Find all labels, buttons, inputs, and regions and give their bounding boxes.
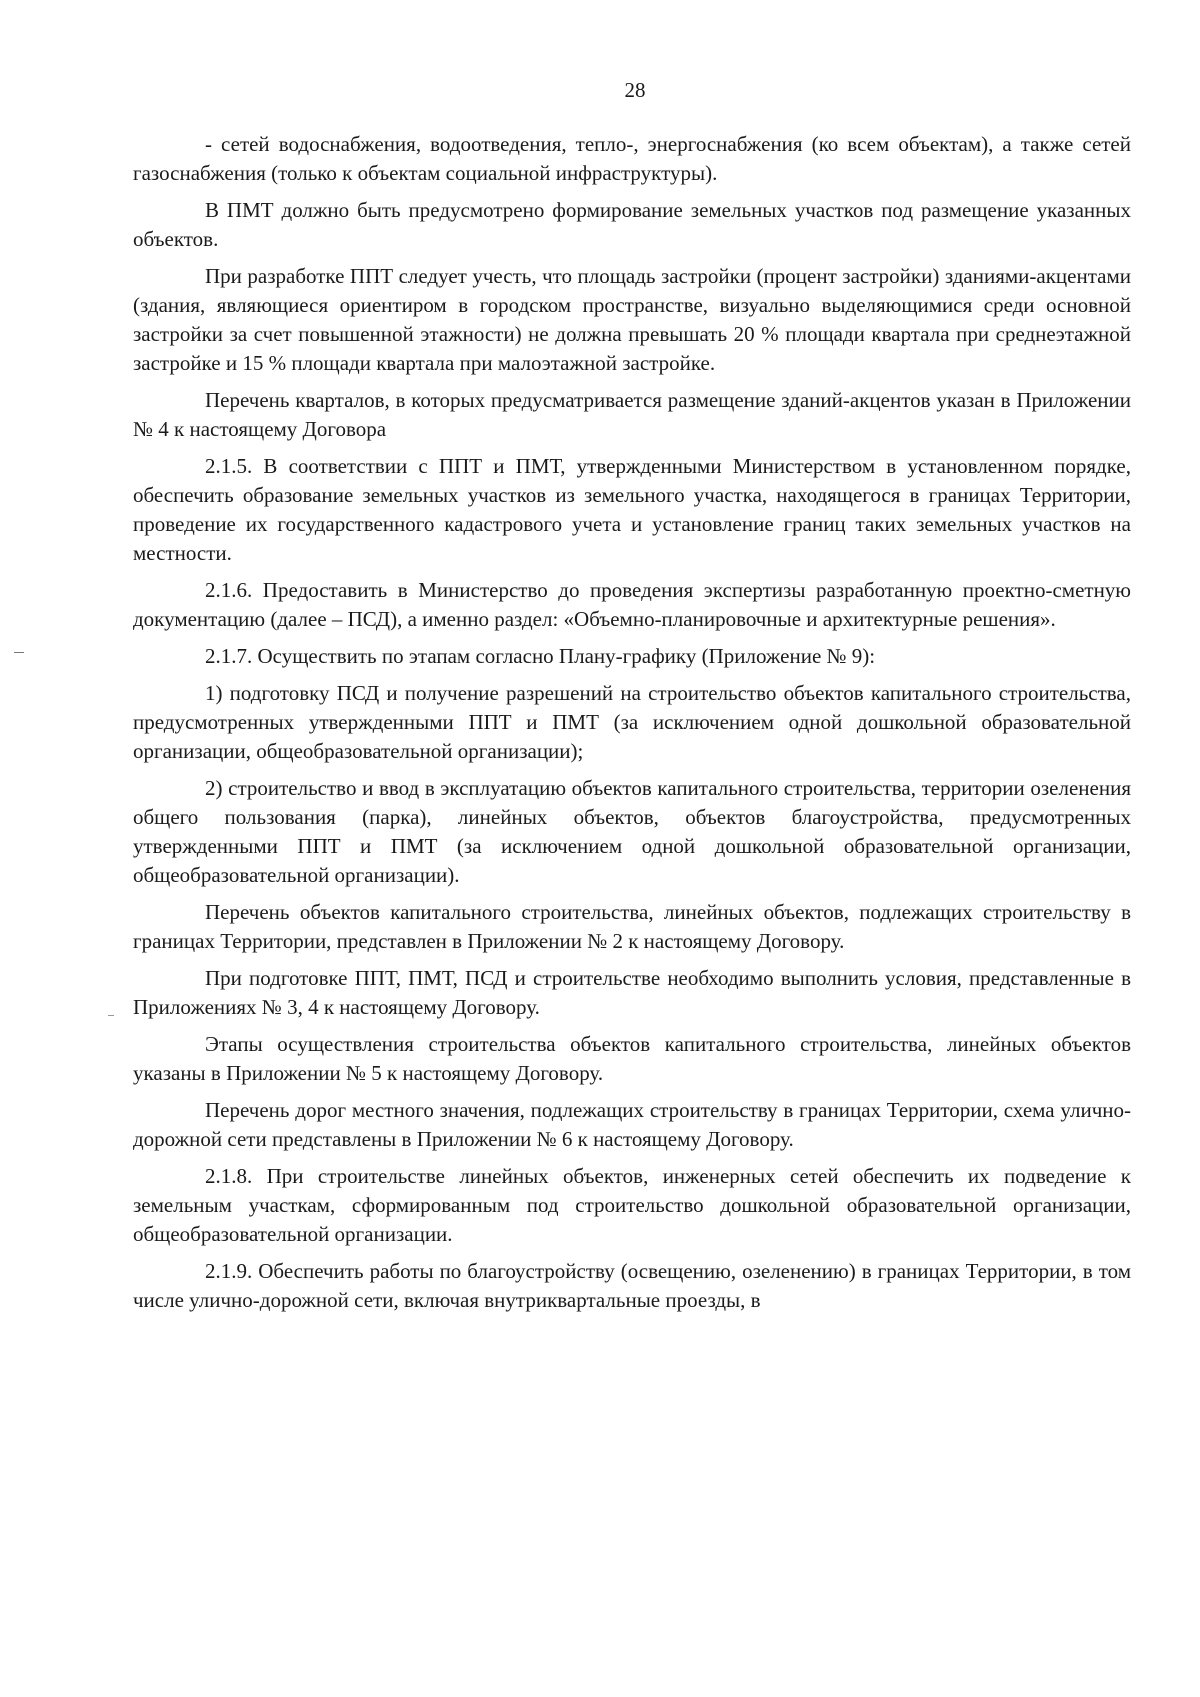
document-body <box>133 130 1131 1323</box>
paragraph-accent-quarters-list: Перечень кварталов, в которых предусматривается размещение зданий-акцентов указан в Приложении № 4 к настоящему Договора <box>133 388 1131 441</box>
paragraph-local-roads: Перечень дорог местного значения, подлежащих строительству в границах Территории, схема улично-дорожной сети представлены в Приложении № 6 к настоящему Договору. <box>133 1098 1131 1151</box>
page-number: 28 <box>624 78 646 102</box>
clause-2-1-5: 2.1.5. В соответствии с ППТ и ПМТ, утвержденными Министерством в установленном порядке, обеспечить образование земельных участков из земельного участка, находящегося в границах Территории, проведение их государственного кадастрового учета и установление границ таких земельных участков на местности. <box>133 454 1131 565</box>
clause-2-1-7-item-2: 2) строительство и ввод в эксплуатацию объектов капитального строительства, территории озеленения общего пользования (парка), линейных объектов, объектов благоустройства, предусмотренных утвержденными ППТ и ПМТ (за исключением одной дошкольной образовательной организации, общеобразовательной организации). <box>133 776 1131 887</box>
paragraph-construction-stages: Этапы осуществления строительства объектов капитального строительства, линейных объектов указаны в Приложении № 5 к настоящему Договору. <box>133 1032 1131 1085</box>
clause-2-1-7: 2.1.7. Осуществить по этапам согласно Плану-графику (Приложение № 9): <box>205 644 876 668</box>
paragraph-accent-buildings-area: При разработке ППТ следует учесть, что площадь застройки (процент застройки) зданиями-акцентами (здания, являющиеся ориентиром в городском пространстве, визуально выделяющимися среди основной застройки за счет повышенной этажности) не должна превышать 20 % площади квартала при среднеэтажной застройке и 15 % площади квартала при малоэтажной застройке. <box>133 264 1131 375</box>
clause-2-1-8: 2.1.8. При строительстве линейных объектов, инженерных сетей обеспечить их подведение к земельным участкам, сформированным под строительство дошкольной образовательной организации, общеобразовательной организации. <box>133 1164 1131 1246</box>
clause-2-1-9: 2.1.9. Обеспечить работы по благоустройству (освещению, озеленению) в границах Территории, в том числе улично-дорожной сети, включая внутриквартальные проезды, в <box>133 1259 1131 1312</box>
paragraph-objects-list: Перечень объектов капитального строительства, линейных объектов, подлежащих строительству в границах Территории, представлен в Приложении № 2 к настоящему Договору. <box>133 900 1131 953</box>
paragraph-utility-networks: - сетей водоснабжения, водоотведения, тепло-, энергоснабжения (ко всем объектам), а также сетей газоснабжения (только к объектам социальной инфраструктуры). <box>133 132 1131 185</box>
clause-2-1-6: 2.1.6. Предоставить в Министерство до проведения экспертизы разработанную проектно-сметную документацию (далее – ПСД), а именно раздел: «Объемно-планировочные и архитектурные решения». <box>133 578 1131 631</box>
scan-margin-mark <box>14 652 24 653</box>
paragraph-pmt-land-plots: В ПМТ должно быть предусмотрено формирование земельных участков под размещение указанных объектов. <box>133 198 1131 251</box>
clause-2-1-7-item-1: 1) подготовку ПСД и получение разрешений на строительство объектов капитального строительства, предусмотренных утвержденными ППТ и ПМТ (за исключением одной дошкольной образовательной организации, общеобразовательной организации); <box>133 681 1131 763</box>
paragraph-conditions: При подготовке ППТ, ПМТ, ПСД и строительстве необходимо выполнить условия, представленные в Приложениях № 3, 4 к настоящему Договору. <box>133 966 1131 1019</box>
scan-margin-mark <box>108 1015 114 1016</box>
